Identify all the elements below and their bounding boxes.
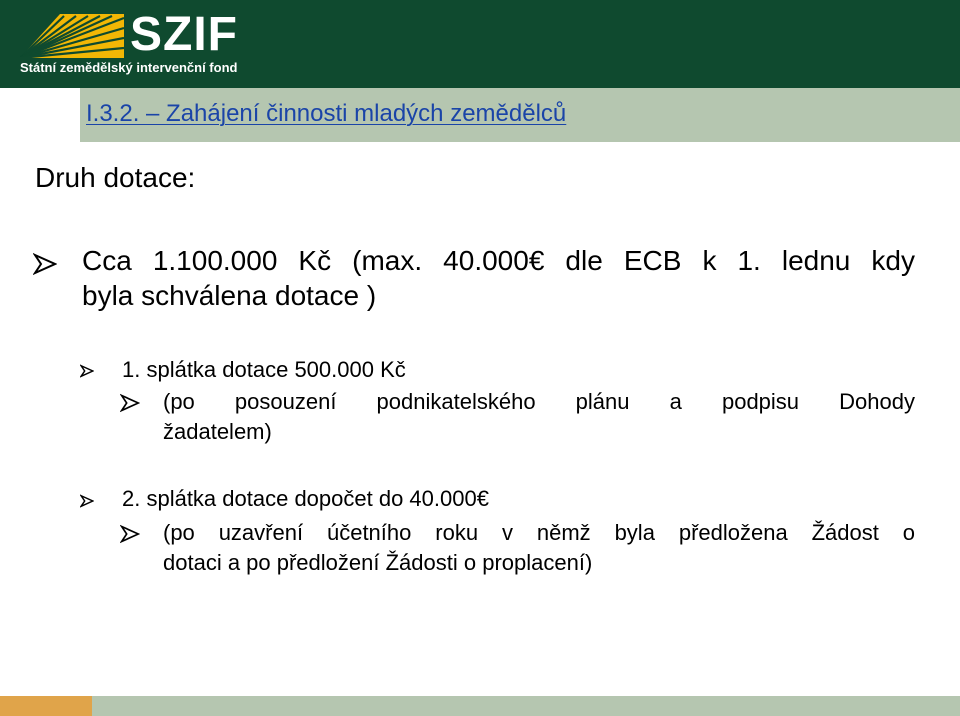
header-bar bbox=[0, 0, 960, 88]
arrowhead-bullet-icon bbox=[80, 364, 94, 378]
sub-bullet-2-detail-line-1: (po uzavření účetního roku v němž byla předložena Žádost o bbox=[163, 520, 915, 545]
sub-bullet-2: 2. splátka dotace dopočet do 40.000€ bbox=[122, 486, 489, 511]
arrowhead-bullet-icon bbox=[80, 494, 94, 508]
footer-bar bbox=[0, 696, 960, 716]
main-bullet-line-1: Cca 1.100.000 Kč (max. 40.000€ dle ECB k 1. lednu kdy bbox=[82, 245, 915, 276]
sub-bullet-1-detail-line-1: (po posouzení podnikatelského plánu a podpisu Dohody bbox=[163, 389, 915, 414]
slide-title: I.3.2. – Zahájení činnosti mladých zemědělců bbox=[86, 100, 567, 127]
wheat-fan-logo-icon bbox=[20, 14, 124, 58]
footer-accent bbox=[0, 696, 92, 716]
logo-subtitle: Státní zemědělský intervenční fond bbox=[20, 60, 238, 75]
logo-text: SZIF bbox=[130, 8, 238, 61]
main-bullet-line-2: byla schválena dotace ) bbox=[82, 280, 377, 311]
sub-bullet-1: 1. splátka dotace 500.000 Kč bbox=[122, 357, 406, 382]
arrowhead-bullet-icon bbox=[120, 393, 140, 413]
section-label: Druh dotace: bbox=[35, 162, 196, 193]
arrowhead-bullet-icon bbox=[120, 524, 140, 544]
sub-bullet-1-detail-line-2: žadatelem) bbox=[163, 419, 272, 444]
arrowhead-bullet-icon bbox=[33, 252, 57, 276]
sub-bullet-2-detail-line-2: dotaci a po předložení Žádosti o proplacení) bbox=[163, 550, 593, 575]
